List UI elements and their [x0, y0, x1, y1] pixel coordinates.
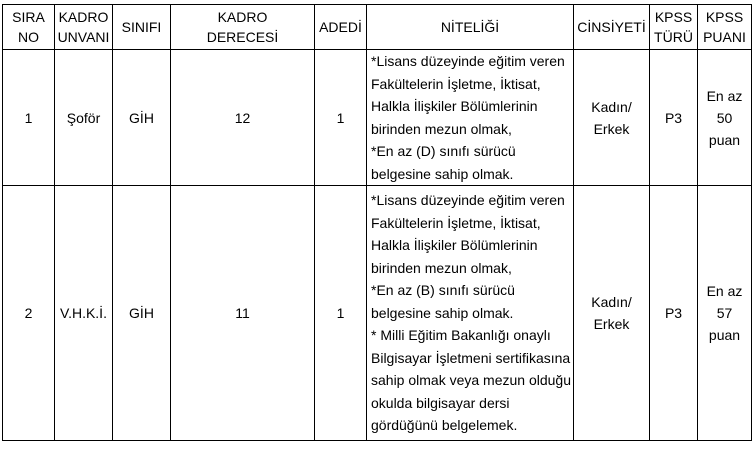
- cell-derece: 11: [171, 186, 315, 441]
- cell-adet: 1: [315, 186, 367, 441]
- cell-kpss-turu: P3: [650, 186, 698, 441]
- header-sira-no: SIRA NO: [3, 5, 55, 50]
- header-row: [3, 5, 752, 50]
- header-kpss-turu: KPSS TÜRÜ: [650, 5, 698, 50]
- header-adedi: ADEDİ: [315, 5, 367, 50]
- nitelik-line: birinden mezun olmak,: [371, 259, 512, 276]
- nitelik-line: Fakültelerin İşletme, İktisat,: [371, 214, 541, 231]
- nitelik-line: belgesine sahip olmak.: [371, 304, 514, 321]
- header-niteligi: NİTELİĞİ: [367, 5, 574, 50]
- cell-nitelik: [367, 186, 574, 441]
- nitelik-line: birinden mezun olmak,: [371, 120, 512, 137]
- header-kadro-unvani: KADRO UNVANI: [55, 5, 113, 50]
- header-cinsiyeti: CİNSİYETİ: [574, 5, 650, 50]
- cell-kpss-puani: En az 57 puan: [698, 186, 752, 441]
- cell-sinif: GİH: [113, 186, 171, 441]
- nitelik-line: Halkla İlişkiler Bölümlerinin: [371, 237, 538, 254]
- nitelik-line: *Lisans düzeyinde eğitim veren: [371, 192, 565, 209]
- cell-kpss-puani: En az 50 puan: [698, 50, 752, 186]
- cell-cinsiyet: Kadın/ Erkek: [574, 186, 650, 441]
- nitelik-line: Bilgisayar İşletmeni sertifikasına: [371, 349, 571, 366]
- nitelik-line: * Milli Eğitim Bakanlığı onaylı: [371, 327, 551, 344]
- cell-cinsiyet: Kadın/ Erkek: [574, 50, 650, 186]
- header-sinifi: SINIFI: [113, 5, 171, 50]
- cell-nitelik: [367, 50, 574, 186]
- cell-unvan: V.H.K.İ.: [55, 186, 113, 441]
- nitelik-line: Halkla İlişkiler Bölümlerinin: [371, 98, 538, 114]
- nitelik-line: Fakültelerin İşletme, İktisat,: [371, 75, 541, 92]
- cell-sira: 1: [3, 50, 55, 186]
- cell-unvan: Şoför: [55, 50, 113, 186]
- nitelik-line: *Lisans düzeyinde eğitim veren: [371, 53, 565, 69]
- nitelik-line: *En az (D) sınıfı sürücü: [371, 143, 516, 159]
- header-kadro-derecesi: KADRO DERECESİ: [171, 5, 315, 50]
- cell-derece: 12: [171, 50, 315, 186]
- table-row: [3, 186, 752, 441]
- nitelik-line: gördüğünü belgelemek.: [371, 417, 518, 434]
- nitelik-line: sahip olmak veya mezun olduğu: [371, 372, 572, 389]
- nitelik-line: okulda bilgisayar dersi: [371, 394, 510, 411]
- table-row: [3, 50, 752, 186]
- kadro-table: [2, 4, 752, 441]
- cell-kpss-turu: P3: [650, 50, 698, 186]
- nitelik-line: belgesine sahip olmak.: [371, 165, 514, 182]
- nitelik-line: *En az (B) sınıfı sürücü: [371, 282, 515, 299]
- cell-adet: 1: [315, 50, 367, 186]
- cell-sira: 2: [3, 186, 55, 441]
- header-kpss-puani: KPSS PUANI: [698, 5, 752, 50]
- cell-sinif: GİH: [113, 50, 171, 186]
